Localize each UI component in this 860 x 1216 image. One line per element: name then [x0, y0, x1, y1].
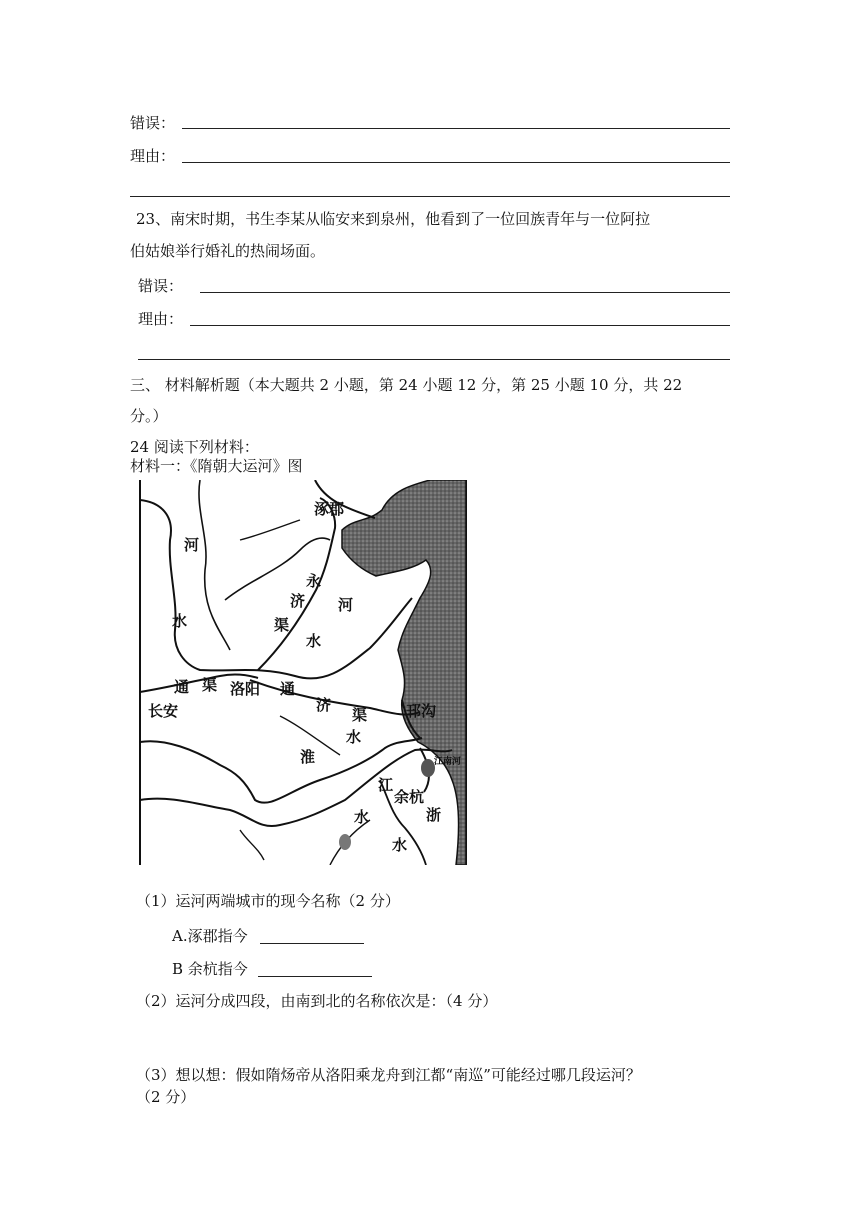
label-hangou: 邗沟 — [406, 702, 437, 720]
label-he2: 河 — [338, 596, 354, 614]
label-zhe: 浙 — [426, 806, 442, 824]
label-jiang: 江 — [378, 776, 394, 794]
sui-grand-canal-map — [130, 480, 475, 865]
q24-sub1-a-label: A.涿郡指今 — [172, 927, 248, 945]
lake-south — [339, 834, 351, 850]
label-jiangnanhe: 江南河 — [434, 757, 462, 767]
q23-question-line1: 23、南宋时期，书生李某从临安来到泉州，他看到了一位回族青年与一位阿拉 — [136, 210, 651, 228]
label-zhuojun: 涿郡 — [314, 500, 345, 518]
label-qu: 渠 — [274, 616, 290, 634]
q24-sub2: （2）运河分成四段，由南到北的名称依次是：（4 分） — [136, 992, 498, 1010]
tongji-canal — [250, 680, 420, 715]
label-qu3: 渠 — [352, 706, 368, 724]
label-yuhang: 余杭 — [394, 788, 425, 806]
q24-sub1: （1）运河两端城市的现今名称（2 分） — [136, 892, 400, 910]
label-shui: 水 — [172, 612, 188, 630]
label-qu2: 渠 — [202, 676, 218, 694]
q23-reason-answer-line[interactable] — [190, 325, 730, 326]
q23-error-label: 错误： — [138, 277, 184, 295]
q24-sub3-line1: （3）想以想：假如隋炀帝从洛阳乘龙舟到江都“南巡”可能经过哪几段运河？ — [136, 1066, 641, 1084]
label-yong: 永 — [306, 572, 322, 590]
q22-reason-answer-line-2[interactable] — [130, 196, 730, 197]
label-tong: 通 — [174, 678, 190, 696]
label-he: 河 — [184, 536, 200, 554]
q22-error-label: 错误： — [130, 114, 176, 132]
river-northern-branch — [225, 538, 330, 600]
label-tong2: 通 — [280, 680, 296, 698]
label-ji: 济 — [290, 592, 306, 610]
q22-reason-label: 理由： — [130, 147, 176, 165]
taihu-lake — [421, 759, 435, 777]
q24-sub1-b-answer-blank[interactable] — [258, 960, 372, 977]
river-north-tributary — [240, 520, 300, 540]
label-changan: 长安 — [148, 702, 179, 720]
label-ji2: 济 — [316, 696, 332, 714]
q24-sub3-line2: （2 分） — [136, 1088, 196, 1106]
label-luo: 洛阳 — [230, 680, 261, 698]
q24-sub1-b-label: B 余杭指今 — [172, 960, 248, 978]
yongji-canal — [258, 498, 335, 670]
section3-heading-line2: 分。） — [130, 407, 168, 425]
q24-material1-caption: 材料一：《隋朝大运河》图 — [130, 457, 303, 475]
q23-error-answer-line[interactable] — [200, 292, 730, 293]
label-shui5: 水 — [354, 808, 370, 826]
label-shui3: 水 — [346, 728, 362, 746]
label-shui6: 水 — [392, 836, 408, 854]
q22-error-answer-line[interactable] — [182, 128, 730, 129]
river-south-west — [240, 830, 264, 860]
label-shui2: 水 — [306, 632, 322, 650]
q24-intro: 24 阅读下列材料： — [130, 438, 259, 456]
river-tributary-west — [199, 480, 230, 650]
q23-reason-answer-line-2[interactable] — [138, 359, 730, 360]
q24-sub1-a-answer-blank[interactable] — [260, 927, 364, 944]
section3-heading-line1: 三、 材料解析题（本大题共 2 小题，第 24 小题 12 分，第 25 小题 10 分，共 22 — [130, 376, 683, 394]
q22-reason-answer-line[interactable] — [182, 162, 730, 163]
label-huai: 淮 — [300, 748, 316, 766]
q23-reason-label: 理由： — [138, 310, 184, 328]
q23-question-line2: 伯姑娘举行婚礼的热闹场面。 — [130, 242, 326, 260]
